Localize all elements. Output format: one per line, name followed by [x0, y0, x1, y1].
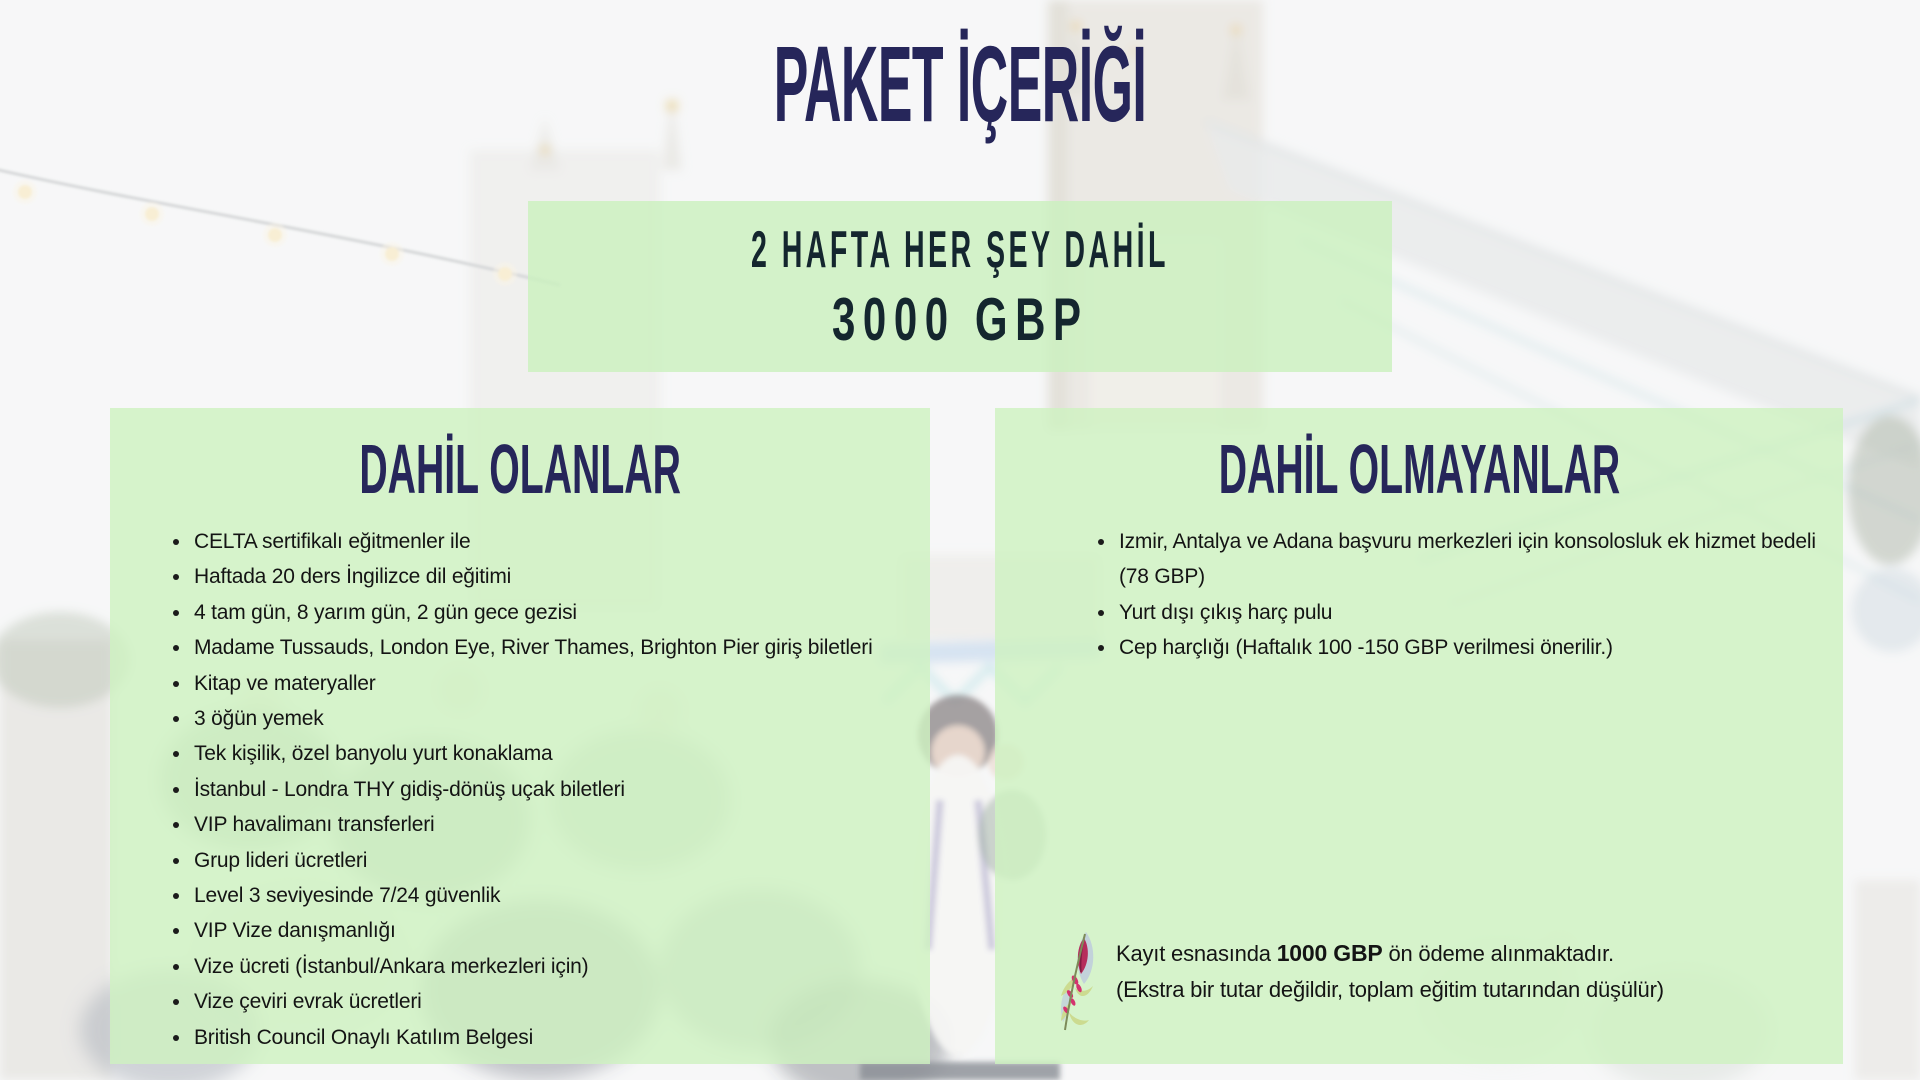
bullet-icon	[173, 681, 179, 687]
bullet-icon	[173, 858, 179, 864]
list-item	[167, 736, 930, 771]
bullet-icon	[173, 787, 179, 793]
bullet-icon	[1098, 610, 1104, 616]
page-title-text: PAKET İÇERİĞİ	[773, 23, 1147, 144]
bullet-icon	[173, 1035, 179, 1041]
deposit-note-line2: (Ekstra bir tutar değildir, toplam eğitim tutarından düşülür)	[1116, 977, 1664, 1002]
bullet-icon	[1098, 645, 1104, 651]
list-item	[167, 913, 930, 948]
list-item-text: İstanbul - Londra THY gidiş-dönüş uçak biletleri	[194, 777, 625, 801]
list-item-text: Yurt dışı çıkış harç pulu	[1119, 600, 1333, 624]
deposit-note-text	[1116, 928, 1664, 1008]
list-item-text: British Council Onaylı Katılım Belgesi	[194, 1025, 534, 1049]
list-item	[167, 524, 930, 559]
list-item-text: Vize ücreti (İstanbul/Ankara merkezleri için)	[194, 954, 589, 978]
list-item	[167, 559, 930, 594]
bullet-icon	[173, 539, 179, 545]
list-item	[167, 701, 930, 736]
list-item-text: Grup lideri ücretleri	[194, 848, 368, 872]
excluded-list	[1092, 524, 1843, 666]
page-title	[0, 22, 1920, 146]
list-item-text: Kitap ve materyaller	[194, 671, 376, 695]
bullet-icon	[173, 645, 179, 651]
list-item	[167, 949, 930, 984]
list-item	[167, 630, 930, 665]
list-item	[167, 595, 930, 630]
bullet-icon	[173, 893, 179, 899]
list-item-text: 4 tam gün, 8 yarım gün, 2 gün gece gezisi	[194, 600, 577, 624]
list-item-text: VIP Vize danışmanlığı	[194, 919, 396, 943]
included-header: DAHİL OLANLAR	[359, 430, 681, 508]
list-item	[167, 878, 930, 913]
list-item	[167, 666, 930, 701]
deposit-note-line1: Kayıt esnasında 1000 GBP ön ödeme alınmaktadır.	[1116, 940, 1614, 966]
list-item-text: Haftada 20 ders İngilizce dil eğitimi	[194, 565, 512, 589]
price-box	[528, 201, 1392, 372]
included-panel	[110, 408, 930, 1064]
list-item	[167, 1020, 930, 1055]
list-item	[167, 843, 930, 878]
list-item-text: Level 3 seviyesinde 7/24 güvenlik	[194, 884, 501, 908]
list-item	[1092, 524, 1843, 595]
list-item-text: Madame Tussauds, London Eye, River Thames, Brighton Pier giriş biletleri	[194, 636, 873, 660]
price-amount: 3000 GBP	[831, 285, 1089, 353]
price-subtitle: 2 HAFTA HER ŞEY DAHİL	[751, 220, 1169, 279]
bullet-icon	[173, 964, 179, 970]
list-item-text: Izmir, Antalya ve Adana başvuru merkezleri için konsolosluk ek hizmet bedeli (78 GBP)	[1119, 530, 1816, 589]
deposit-amount: 1000 GBP	[1276, 940, 1383, 966]
list-item	[1092, 595, 1843, 630]
list-item	[167, 807, 930, 842]
bullet-icon	[173, 610, 179, 616]
deposit-note	[1055, 928, 1664, 1032]
list-item	[167, 772, 930, 807]
bullet-icon	[173, 751, 179, 757]
list-item-text: VIP havalimanı transferleri	[194, 813, 435, 837]
bullet-icon	[173, 999, 179, 1005]
excluded-header: DAHİL OLMAYANLAR	[1218, 430, 1620, 508]
feather-icon	[1055, 928, 1099, 1032]
list-item-text: Cep harçlığı (Haftalık 100 -150 GBP verilmesi önerilir.)	[1119, 636, 1613, 660]
list-item-text: Vize çeviri evrak ücretleri	[194, 990, 422, 1014]
bullet-icon	[173, 822, 179, 828]
list-item	[1092, 630, 1843, 665]
bullet-icon	[1098, 539, 1104, 545]
list-item-text: CELTA sertifikalı eğitmenler ile	[194, 530, 471, 553]
bullet-icon	[173, 574, 179, 580]
bullet-icon	[173, 928, 179, 934]
bullet-icon	[173, 716, 179, 722]
included-list	[167, 524, 930, 1055]
list-item-text: 3 öğün yemek	[194, 707, 324, 731]
list-item-text: Tek kişilik, özel banyolu yurt konaklama	[194, 742, 553, 766]
list-item	[167, 984, 930, 1019]
excluded-panel	[995, 408, 1843, 1064]
